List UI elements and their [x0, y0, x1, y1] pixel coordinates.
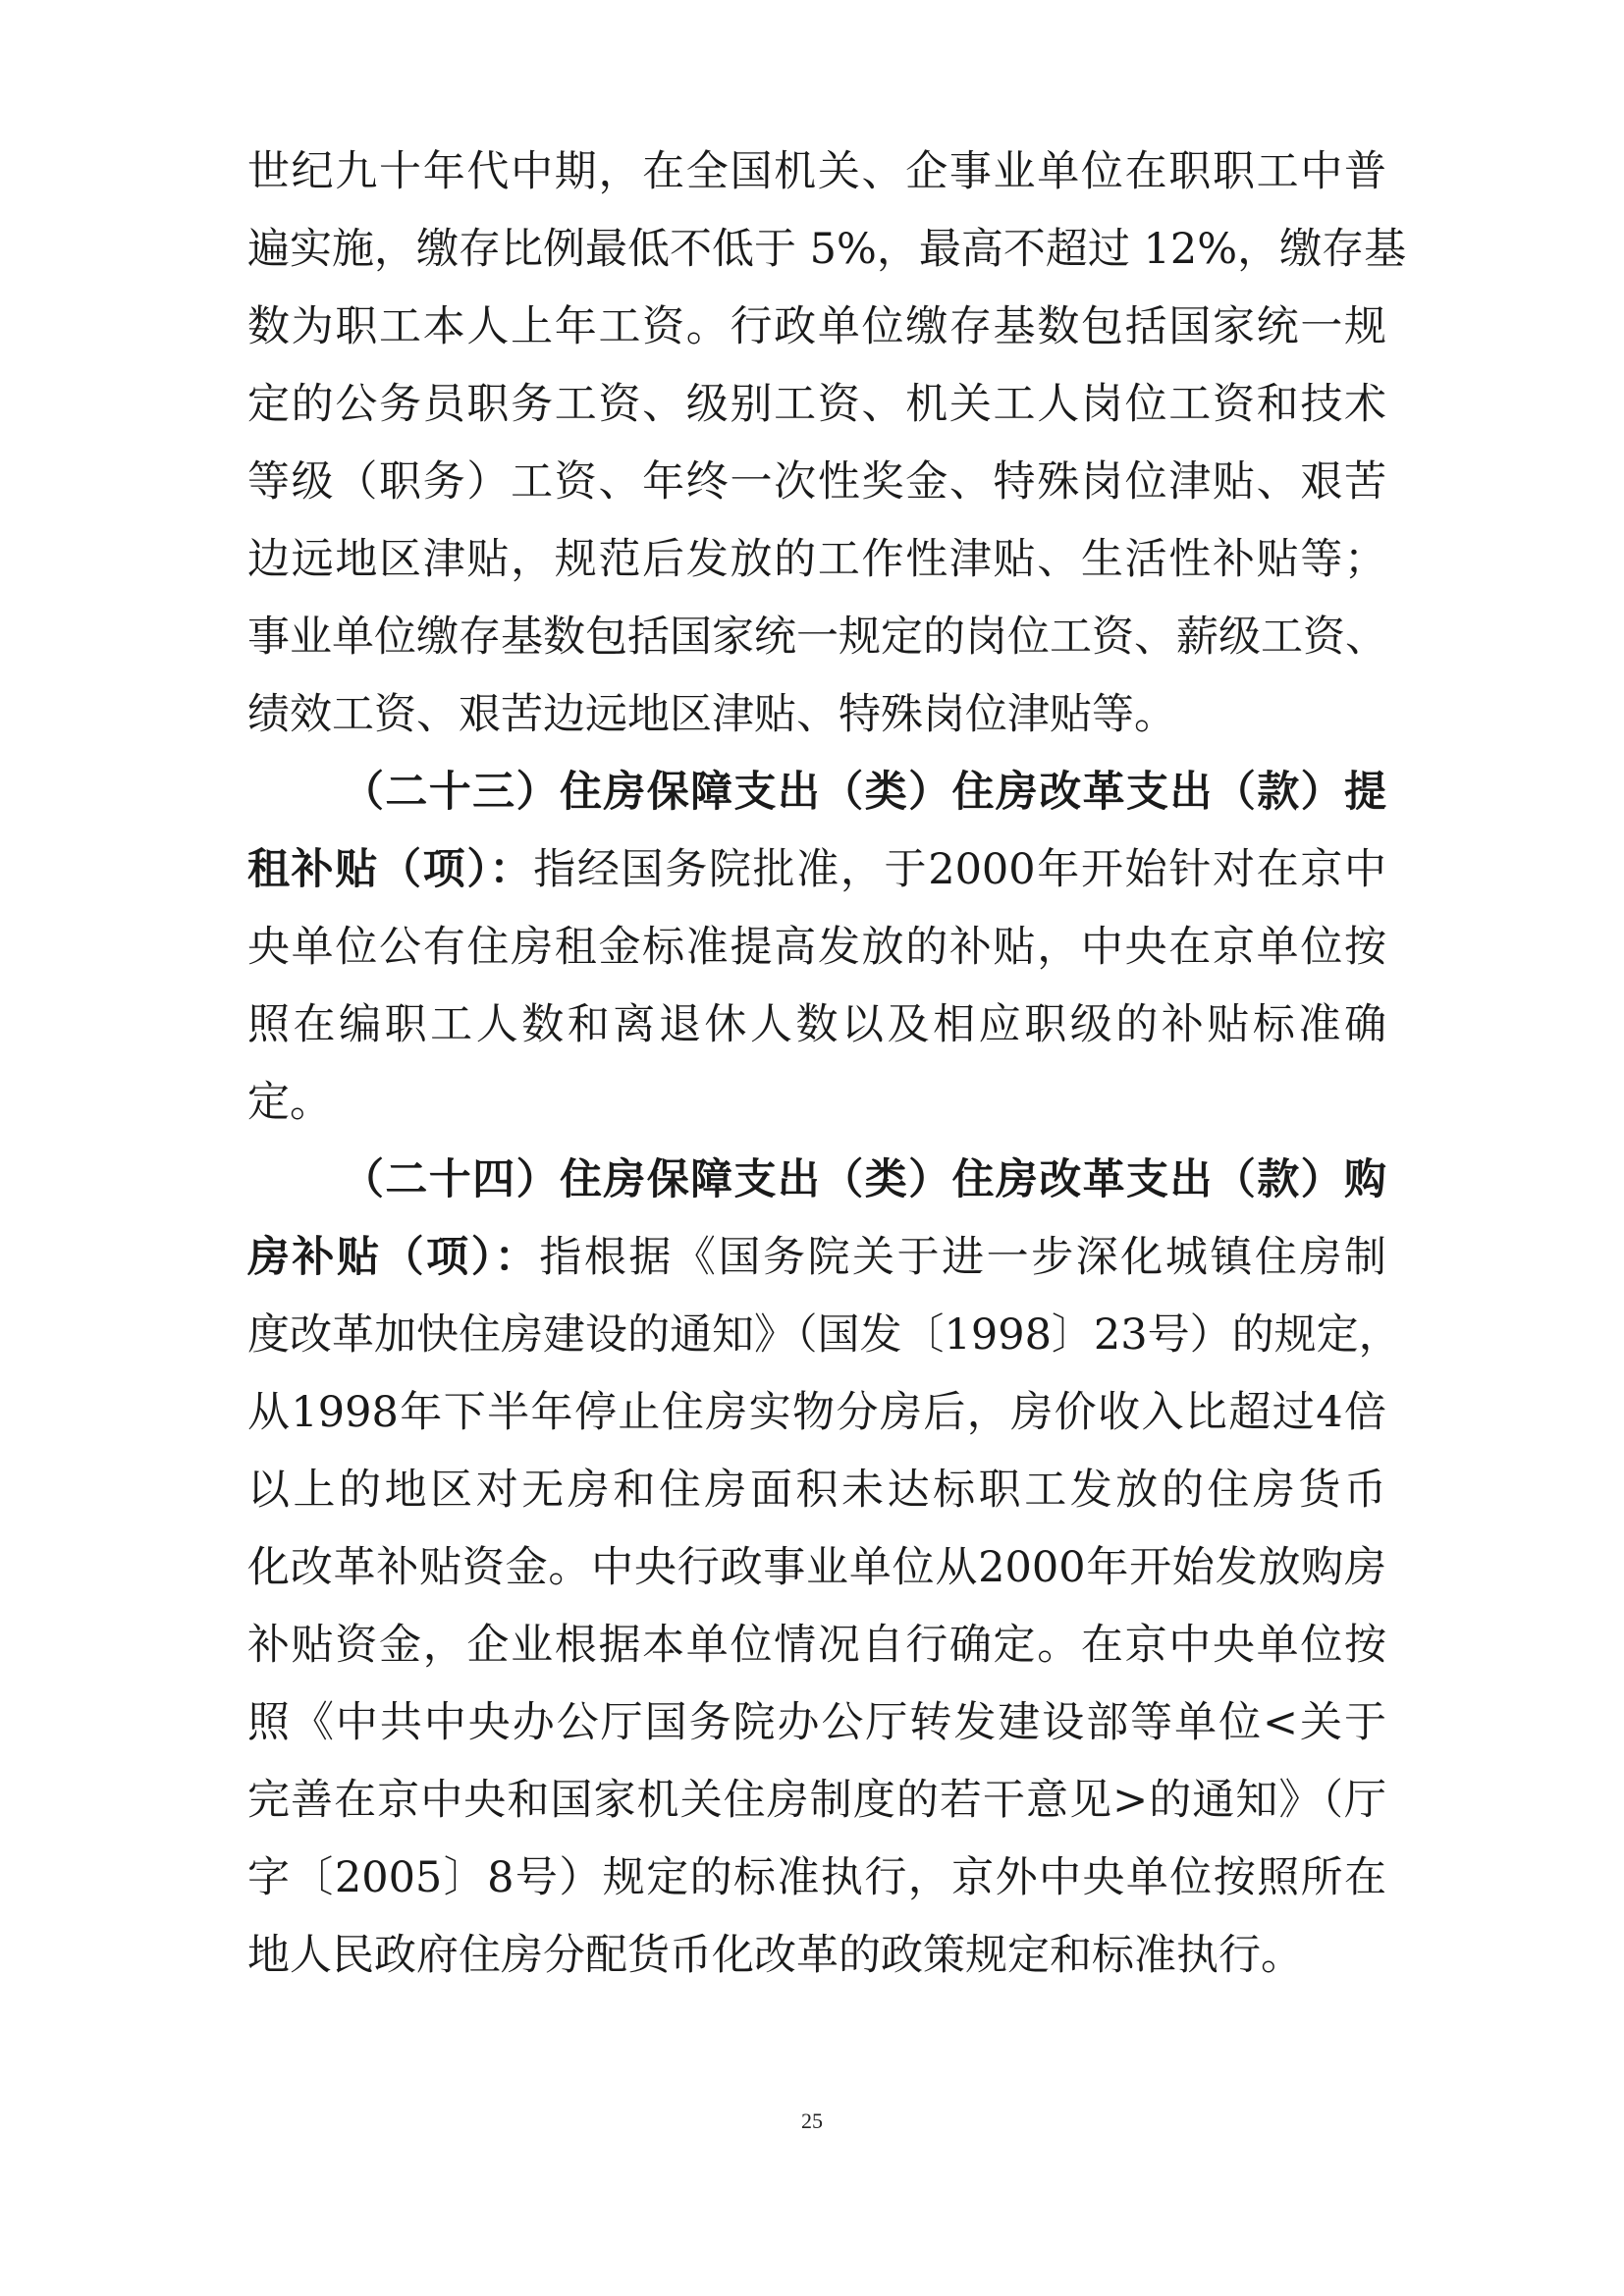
paragraph-line: 数为职工本人上年工资。行政单位缴存基数包括国家统一规	[247, 302, 1386, 351]
paragraph-line: 完善在京中央和国家机关住房制度的若干意见>的通知》（厅	[247, 1776, 1386, 1825]
paragraph-line: 字〔2005〕8号）规定的标准执行，京外中央单位按照所在	[247, 1853, 1386, 1902]
paragraph-line: 定的公务员职务工资、级别工资、机关工人岗位工资和技术	[247, 380, 1386, 429]
paragraph-line: 绩效工资、艰苦边远地区津贴、特殊岗位津贴等。	[247, 690, 1176, 739]
section-24-heading: （二十四）住房保障支出（类）住房改革支出（款）购	[342, 1155, 1386, 1204]
section-23-item-title: 租补贴（项）：	[247, 845, 534, 894]
paragraph-line: 以上的地区对无房和住房面积未达标职工发放的住房货币	[247, 1466, 1386, 1515]
paragraph-line: 化改革补贴资金。中央行政事业单位从2000年开始发放购房	[247, 1543, 1386, 1592]
section-24-heading-line2	[247, 1228, 1386, 1287]
page-number: 25	[801, 2109, 823, 2133]
paragraph-line: 央单位公有住房租金标准提高发放的补贴，中央在京单位按	[247, 923, 1386, 972]
paragraph-line: 照《中共中央办公厅国务院办公厅转发建设部等单位<关于	[247, 1698, 1386, 1747]
paragraph-line: 等级（职务）工资、年终一次性奖金、特殊岗位津贴、艰苦	[247, 457, 1386, 507]
section-24-text: 指根据《国务院关于进一步深化城镇住房制	[539, 1233, 1387, 1282]
paragraph-line: 照在编职工人数和离退休人数以及相应职级的补贴标准确	[247, 1000, 1386, 1049]
paragraph-line: 从1998年下半年停止住房实物分房后，房价收入比超过4倍	[247, 1388, 1386, 1437]
section-24-item-title: 房补贴（项）：	[247, 1233, 540, 1282]
paragraph-line: 补贴资金，企业根据本单位情况自行确定。在京中央单位按	[247, 1621, 1386, 1670]
section-23-heading-line2	[247, 840, 1386, 899]
paragraph-line: 遍实施，缴存比例最低不低于 5%，最高不超过 12%，缴存基	[247, 225, 1407, 274]
section-23-text: 指经国务院批准，于2000年开始针对在京中	[533, 845, 1386, 894]
paragraph-line: 地人民政府住房分配货币化改革的政策规定和标准执行。	[247, 1931, 1303, 1980]
paragraph-line: 事业单位缴存基数包括国家统一规定的岗位工资、薪级工资、	[247, 613, 1387, 662]
paragraph-line: 世纪九十年代中期，在全国机关、企事业单位在职职工中普	[247, 147, 1386, 196]
paragraph-line: 边远地区津贴，规范后发放的工作性津贴、生活性补贴等；	[247, 535, 1386, 584]
paragraph-line: 度改革加快住房建设的通知》（国发〔1998〕23号）的规定，	[247, 1310, 1401, 1360]
paragraph-line: 定。	[247, 1078, 332, 1127]
section-23-heading: （二十三）住房保障支出（类）住房改革支出（款）提	[342, 768, 1386, 817]
